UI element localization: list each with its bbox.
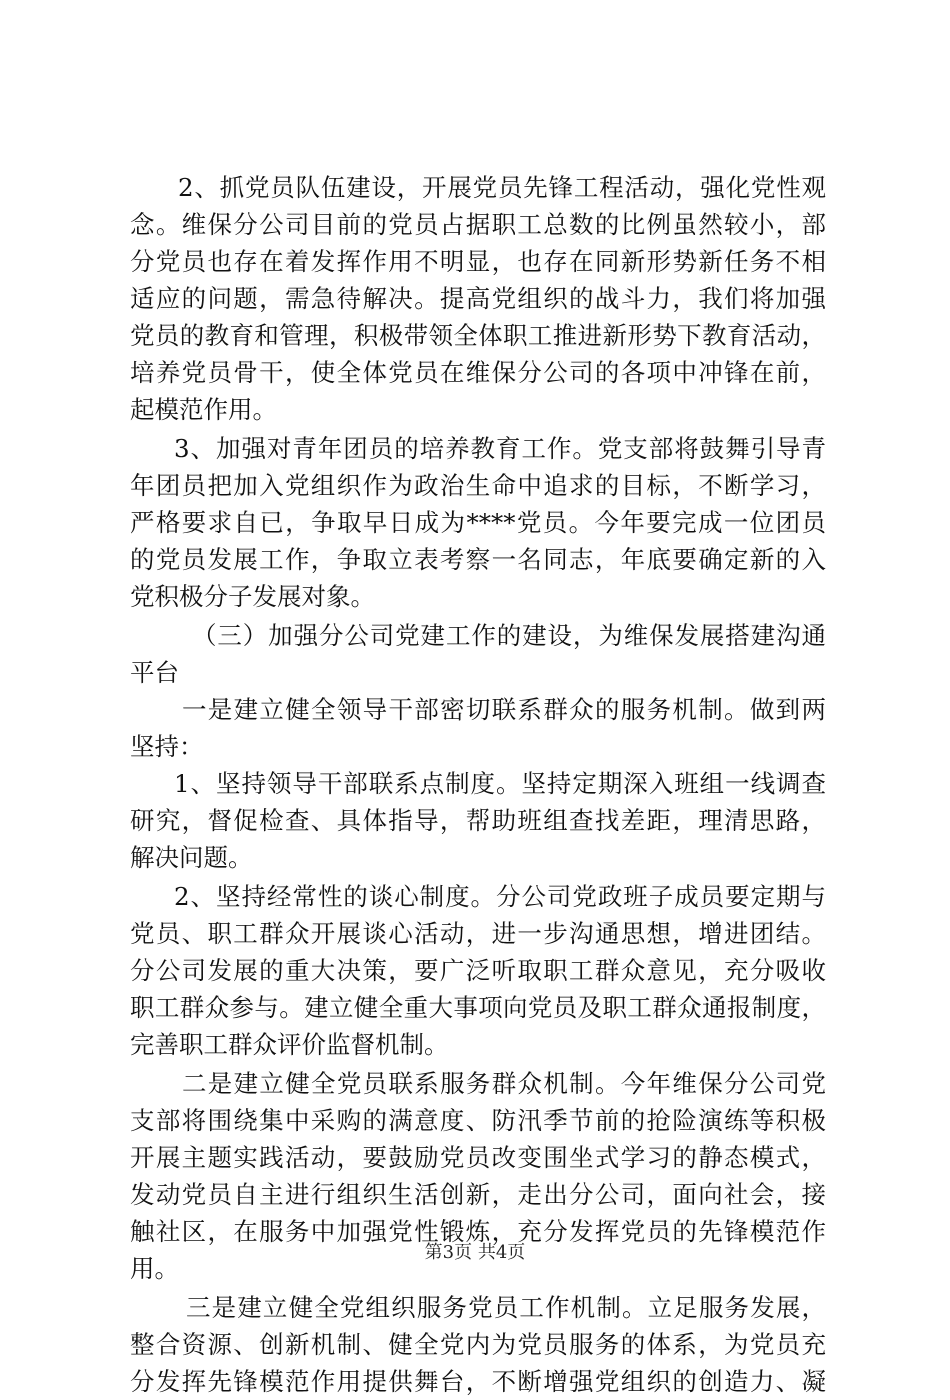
text-line: 三是建立健全党组织服务党员工作机制。立足服务发展， — [186, 1293, 826, 1322]
text-line: 党积极分子发展对象。 — [130, 582, 375, 611]
text-line: 职工群众参与。建立健全重大事项向党员及职工群众通报制度， — [130, 993, 826, 1022]
paragraph-leader-mechanism — [130, 691, 826, 765]
text-line: 发动党员自主进行组织生活创新，走出分公司，面向社会，接 — [130, 1180, 826, 1209]
text-line: 研究，督促检查、具体指导，帮助班组查找差距，理清思路， — [130, 806, 826, 835]
text-line: 党员、职工群众开展谈心活动，进一步沟通思想，增进团结。 — [130, 919, 826, 948]
paragraph-contact-point — [130, 765, 826, 876]
text-line: 的党员发展工作，争取立表考察一名同志，年底要确定新的入 — [130, 545, 826, 574]
text-line: 分党员也存在着发挥作用不明显，也存在同新形势新任务不相 — [130, 247, 826, 276]
paragraph-organization-service — [130, 1289, 826, 1400]
text-line: 适应的问题，需急待解决。提高党组织的战斗力，我们将加强 — [130, 284, 826, 313]
text-line: 开展主题实践活动，要鼓励党员改变围坐式学习的静态模式， — [130, 1143, 826, 1172]
text-line: 分公司发展的重大决策，要广泛听取职工群众意见，充分吸收 — [130, 956, 826, 985]
text-line: 支部将围绕集中采购的满意度、防汛季节前的抢险演练等积极 — [130, 1106, 826, 1135]
text-line: 触社区，在服务中加强党性锻炼，充分发挥党员的先锋模范作 — [130, 1217, 826, 1246]
section-heading-three — [130, 617, 826, 691]
document-body — [130, 169, 826, 1400]
text-line: 坚持： — [130, 732, 204, 761]
text-line: 念。维保分公司目前的党员占据职工总数的比例虽然较小，部 — [130, 210, 826, 239]
text-line: 一是建立健全领导干部密切联系群众的服务机制。做到两 — [182, 695, 826, 724]
text-line: 用。 — [130, 1254, 179, 1283]
text-line: 平台 — [130, 658, 179, 687]
text-line: 分发挥先锋模范作用提供舞台，不断增强党组织的创造力、凝 — [130, 1367, 826, 1396]
text-line: 1、坚持领导干部联系点制度。坚持定期深入班组一线调查 — [174, 769, 826, 798]
paragraph-youth-league — [130, 430, 826, 615]
text-line: 党员的教育和管理，积极带领全体职工推进新形势下教育活动， — [130, 321, 826, 350]
text-line: 3、加强对青年团员的培养教育工作。党支部将鼓舞引导青 — [174, 434, 826, 463]
text-line: 解决问题。 — [130, 843, 253, 872]
page-number: 第3页 共4页 — [424, 1242, 526, 1263]
text-line: 起模范作用。 — [130, 395, 277, 424]
text-line: 严格要求自已，争取早日成为****党员。今年要完成一位团员 — [130, 508, 826, 537]
text-line: 年团员把加入党组织作为政治生命中追求的目标，不断学习， — [130, 471, 826, 500]
text-line: 完善职工群众评价监督机制。 — [130, 1030, 449, 1059]
text-line: 整合资源、创新机制、健全党内为党员服务的体系，为党员充 — [130, 1330, 826, 1359]
text-line: 2、抓党员队伍建设，开展党员先锋工程活动，强化党性观 — [178, 173, 826, 202]
paragraph-heart-to-heart — [130, 878, 826, 1063]
text-line: 2、坚持经常性的谈心制度。分公司党政班子成员要定期与 — [174, 882, 826, 911]
paragraph-party-member-team — [130, 169, 826, 428]
text-line: （三）加强分公司党建工作的建设，为维保发展搭建沟通 — [192, 621, 826, 650]
text-line: 培养党员骨干，使全体党员在维保分公司的各项中冲锋在前， — [130, 358, 826, 387]
text-line: 二是建立健全党员联系服务群众机制。今年维保分公司党 — [182, 1069, 826, 1098]
